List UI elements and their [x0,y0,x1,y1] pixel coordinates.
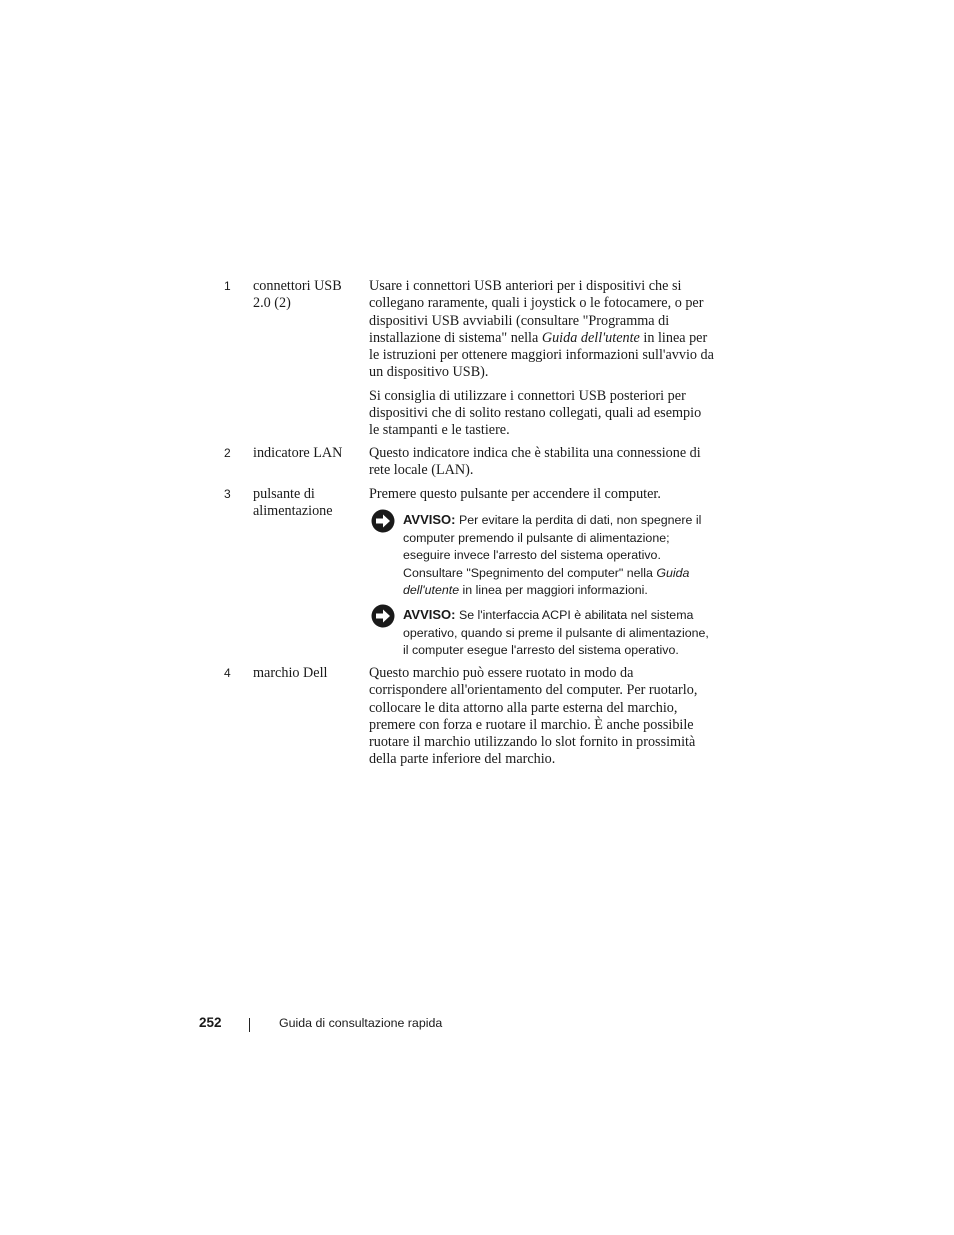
notice-data-loss-text-b: in linea per maggiori informazioni. [459,583,648,597]
row-label-lan-indicator: indicatore LAN [253,445,343,461]
footer-divider [249,1018,250,1032]
row-number-3: 3 [224,487,231,501]
notice-arrow-icon [371,509,395,533]
row-description-power-button: Premere questo pulsante per accendere il computer. [369,486,661,502]
row-label-usb-connectors: connettori USB 2.0 (2) [253,278,342,312]
row-number-4: 4 [224,666,231,680]
notice-data-loss-text [403,511,717,600]
notice-data-loss-emphasis: Guida dell'utente [403,565,690,597]
usb-paragraph-1-text-b: in linea per le istruzioni per ottenere maggiori informazioni sull'avvio da un dispositivo USB). [369,329,714,381]
notice-keyword: AVVISO: [403,607,456,622]
row-label-dell-badge: marchio Dell [253,665,328,681]
row-label-power-button: pulsante di alimentazione [253,486,333,520]
notice-arrow-icon [371,604,395,628]
usb-paragraph-1-emphasis: Guida dell'utente [541,329,640,346]
notice-keyword: AVVISO: [403,512,456,527]
usb-paragraph-1-text-a: Usare i connettori USB anteriori per i dispositivi che si collegano raramente, quali i joystick o le fotocamere, o per dispositivi USB avviabili (consultare "Programma di installazione di sistema" nella [369,278,704,346]
notice-acpi-text [403,606,717,660]
row-description-dell-badge: Questo marchio può essere ruotato in modo da corrispondere all'orientamento del computer. Per ruotarlo, collocare le dita attorno alla parte esterna del marchio, premere con forza e ruotare il marchio. È anche possibile ruotare il marchio utilizzando lo slot fornito in prossimità della parte inferiore del marchio. [369,665,698,768]
row-description-lan-indicator: Questo indicatore indica che è stabilita una connessione di rete locale (LAN). [369,445,701,479]
row-description-usb-connectors [369,278,714,440]
row-number-2: 2 [224,446,231,460]
page-number: 252 [199,1015,222,1030]
usb-paragraph-2: Si consiglia di utilizzare i connettori USB posteriori per dispositivi che di solito restano collegati, quali ad esempio le stampanti e le tastiere. [369,387,702,439]
footer-title: Guida di consultazione rapida [279,1016,443,1030]
usb-paragraph-1 [369,278,714,382]
notice-data-loss-text-a: Per evitare la perdita di dati, non spegnere il computer premendo il pulsante di alimentazione; eseguire invece l'arresto del sistema operativo. Consultare "Spegnimento del computer" nella [403,513,702,580]
row-number-1: 1 [224,279,231,293]
notice-acpi-body: Se l'interfaccia ACPI è abilitata nel sistema operativo, quando si preme il pulsante di alimentazione, il computer esegue l'arresto del sistema operativo. [403,608,709,657]
